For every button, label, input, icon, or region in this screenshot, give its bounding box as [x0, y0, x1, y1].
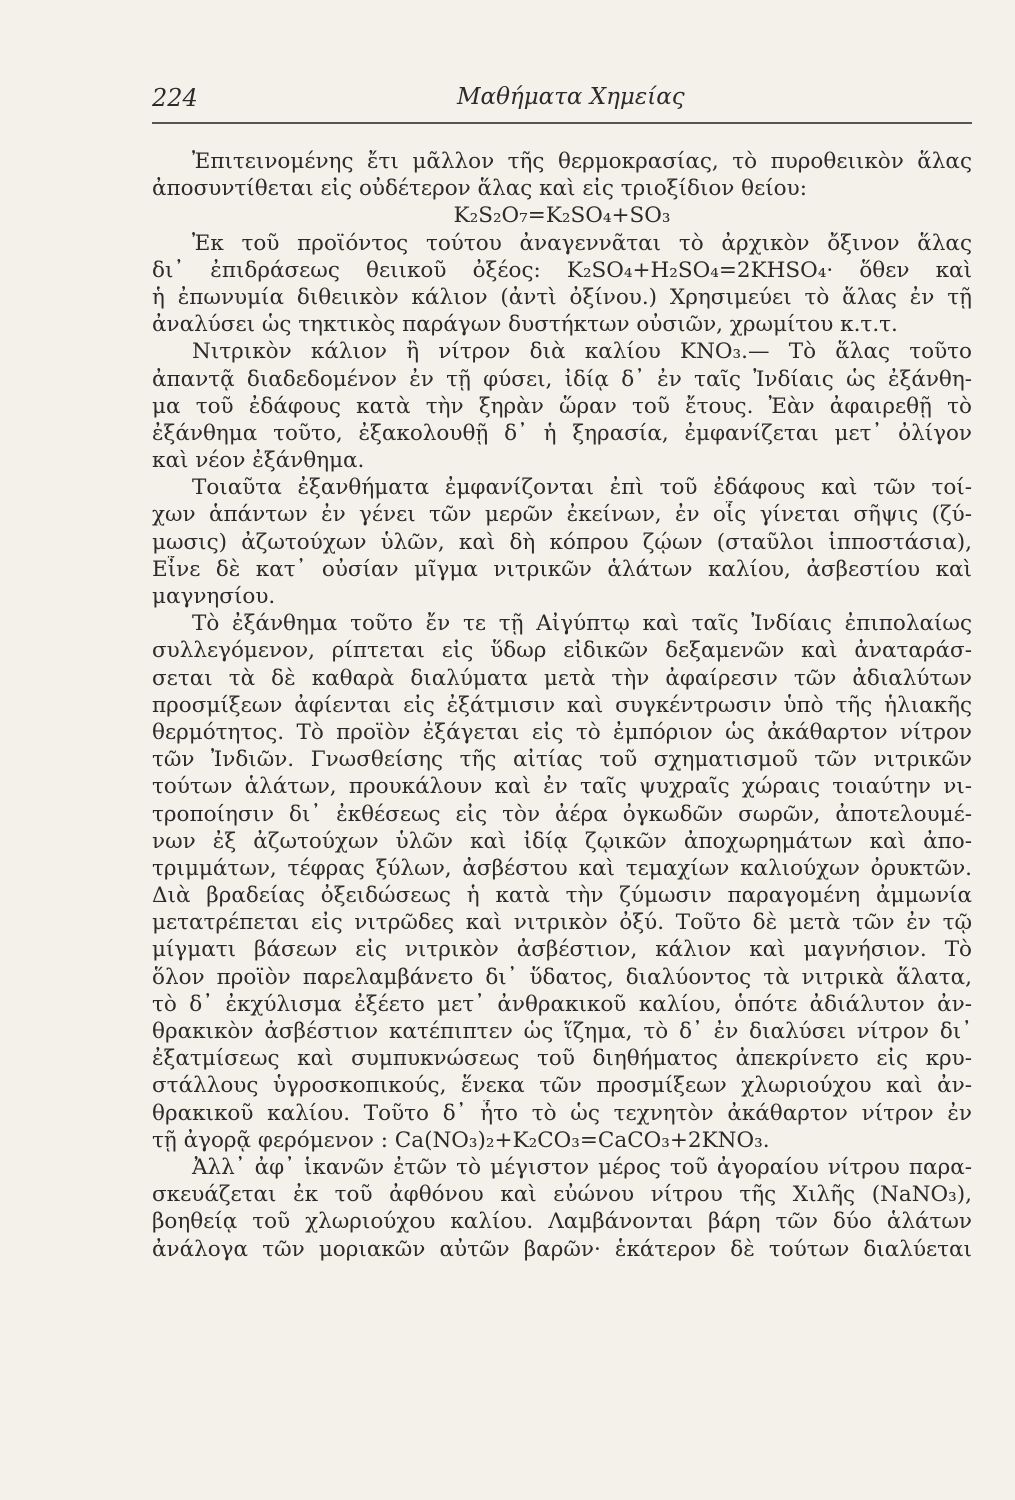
text-line: Ἀλλ᾽ ἀφ᾽ ἱκανῶν ἐτῶν τὸ μέγιστον μέρος τοῦ ἀγοραίου νίτρου παρα-	[192, 1154, 972, 1180]
body-text	[152, 148, 972, 1263]
text-line: θερμότητος. Τὸ προϊὸν ἐξάγεται εἰς τὸ ἐμπόριον ὡς ἀκάθαρτον νίτρον	[152, 719, 972, 745]
text-line: συλλεγόμενον, ρίπτεται εἰς ὕδωρ εἰδικῶν δεξαμενῶν καὶ ἀναταράσ-	[152, 638, 972, 664]
text-line: μίγματι βάσεων εἰς νιτρικὸν ἀσβέστιον, κάλιον καὶ μαγνήσιον. Τὸ	[152, 937, 972, 963]
text-line: ἀποσυντίθεται εἰς οὐδέτερον ἅλας καὶ εἰς τριοξίδιον θείου:	[152, 176, 807, 202]
text-line: στάλλους ὑγροσκοπικούς, ἕνεκα τῶν προσμίξεων χλωριούχου καὶ ἀν-	[152, 1073, 972, 1099]
text-line: ἀναλύσει ὡς τηκτικὸς παράγων δυστήκτων οὐσιῶν, χρωμίτου κ.τ.τ.	[152, 312, 898, 338]
text-line: τριμμάτων, τέφρας ξύλων, ἀσβέστου καὶ τεμαχίων καλιούχων ὀρυκτῶν.	[152, 855, 972, 881]
text-line: νων ἐξ ἀζωτούχων ὑλῶν καὶ ἰδίᾳ ζῳικῶν ἀποχωρημάτων καὶ ἀπο-	[152, 828, 972, 854]
text-line: τούτων ἁλάτων, προυκάλουν καὶ ἐν ταῖς ψυχραῖς χώραις τοιαύτην νι-	[152, 774, 972, 800]
text-line: Τὸ ἐξάνθημα τοῦτο ἔν τε τῇ Αἰγύπτῳ καὶ ταῖς Ἰνδίαις ἐπιπολαίως	[192, 611, 972, 637]
text-line: μετατρέπεται εἰς νιτρῶδες καὶ νιτρικὸν ὀξύ. Τοῦτο δὲ μετὰ τῶν ἐν τῷ	[152, 910, 972, 936]
text-line: μωσις) ἀζωτούχων ὑλῶν, καὶ δὴ κόπρου ζῴων (σταῦλοι ἱπποστάσια),	[152, 529, 972, 555]
text-line: χων ἁπάντων ἐν γένει τῶν μερῶν ἐκείνων, ἐν οἷς γίνεται σῆψις (ζύ-	[152, 502, 972, 528]
text-line: ὅλον προϊὸν παρελαμβάνετο δι᾽ ὕδατος, διαλύοντος τὰ νιτρικὰ ἅλατα,	[152, 964, 972, 990]
text-line: Τοιαῦτα ἐξανθήματα ἐμφανίζονται ἐπὶ τοῦ ἐδάφους καὶ τῶν τοί-	[192, 475, 972, 501]
text-line: προσμίξεων ἀφίενται εἰς ἐξάτμισιν καὶ συγκέντρωσιν ὑπὸ τῆς ἡλιακῆς	[152, 692, 972, 718]
text-line: τροποίησιν δι᾽ ἐκθέσεως εἰς τὸν ἀέρα ὀγκωδῶν σωρῶν, ἀποτελουμέ-	[152, 801, 972, 827]
text-line: τῶν Ἰνδιῶν. Γνωσθείσης τῆς αἰτίας τοῦ σχηματισμοῦ τῶν νιτρικῶν	[152, 747, 972, 773]
header-rule	[152, 122, 972, 124]
text-line: θρακικοῦ καλίου. Τοῦτο δ᾽ ἦτο τὸ ὡς τεχνητὸν ἀκάθαρτον νίτρον ἐν	[152, 1100, 972, 1126]
page-number: 224	[152, 84, 198, 112]
running-title: Μαθήματα Χημείας	[457, 84, 685, 110]
text-line: θρακικὸν ἀσβέστιον κατέπιπτεν ὡς ἵζημα, τὸ δ᾽ ἐν διαλύσει νίτρον δι᾽	[152, 1019, 972, 1044]
text-line: Ἐκ τοῦ προϊόντος τούτου ἀναγεννᾶται τὸ ἀρχικὸν ὄξινον ἅλας	[192, 230, 972, 256]
text-line: ἀπαντᾷ διαδεδομένον ἐν τῇ φύσει, ἰδίᾳ δ᾽ ἐν ταῖς Ἰνδίαις ὡς ἐξάνθη-	[152, 366, 972, 392]
text-line: ἐξατμίσεως καὶ συμπυκνώσεως τοῦ διηθήματος ἀπεκρίνετο εἰς κρυ-	[152, 1046, 972, 1072]
text-line: σεται τὰ δὲ καθαρὰ διαλύματα μετὰ τὴν ἀφαίρεσιν τῶν ἀδιαλύτων	[152, 665, 972, 691]
text-line: ἀνάλογα τῶν μοριακῶν αὐτῶν βαρῶν· ἑκάτερον δὲ τούτων διαλύεται	[152, 1236, 972, 1262]
text-line: Εἶνε δὲ κατ᾽ οὐσίαν μῖγμα νιτρικῶν ἁλάτων καλίου, ἀσβεστίου καὶ	[152, 556, 972, 582]
text-line: μα τοῦ ἐδάφους κατὰ τὴν ξηρὰν ὥραν τοῦ ἔτους. Ἐὰν ἀφαιρεθῇ τὸ	[152, 393, 972, 419]
text-line: τὸ δ᾽ ἐκχύλισμα ἐξέετο μετ᾽ ἀνθρακικοῦ καλίου, ὁπότε ἀδιάλυτον ἀν-	[152, 991, 972, 1017]
text-line: μαγνησίου.	[152, 584, 276, 609]
text-line: βοηθείᾳ τοῦ χλωριούχου καλίου. Λαμβάνονται βάρη τῶν δύο ἁλάτων	[152, 1209, 972, 1235]
text-line: τῇ ἀγορᾷ φερόμενον : Ca(NO₃)₂+K₂CO₃=CaCO₃+2KNO₃.	[152, 1127, 770, 1153]
text-line: Διὰ βραδείας ὀξειδώσεως ἡ κατὰ τὴν ζύμωσιν παραγομένη ἀμμωνία	[152, 883, 972, 909]
text-line: δι᾽ ἐπιδράσεως θειικοῦ ὀξέος: K₂SO₄+H₂SO₄=2KHSO₄· ὅθεν καὶ	[152, 257, 972, 283]
text-line: Ἐπιτεινομένης ἔτι μᾶλλον τῆς θερμοκρασίας, τὸ πυροθειικὸν ἅλας	[192, 149, 972, 174]
text-line: ἐξάνθημα τοῦτο, ἐξακολουθῇ δ᾽ ἡ ξηρασία, ἐμφανίζεται μετ᾽ ὀλίγον	[152, 420, 972, 446]
text-line: K₂S₂O₇=K₂SO₄+SO₃	[453, 203, 671, 229]
text-line: καὶ νέον ἐξάνθημα.	[152, 448, 365, 474]
text-line: σκευάζεται ἐκ τοῦ ἀφθόνου καὶ εὐώνου νίτρου τῆς Χιλῆς (NaNO₃),	[152, 1182, 972, 1208]
text-line: ἡ ἐπωνυμία διθειικὸν κάλιον (ἀντὶ ὀξίνου.) Χρησιμεύει τὸ ἅλας ἐν τῇ	[152, 284, 972, 310]
page-header	[152, 84, 972, 120]
text-line: Νιτρικὸν κάλιον ἢ νίτρον διὰ καλίου KNO₃.— Τὸ ἅλας τοῦτο	[192, 339, 972, 365]
